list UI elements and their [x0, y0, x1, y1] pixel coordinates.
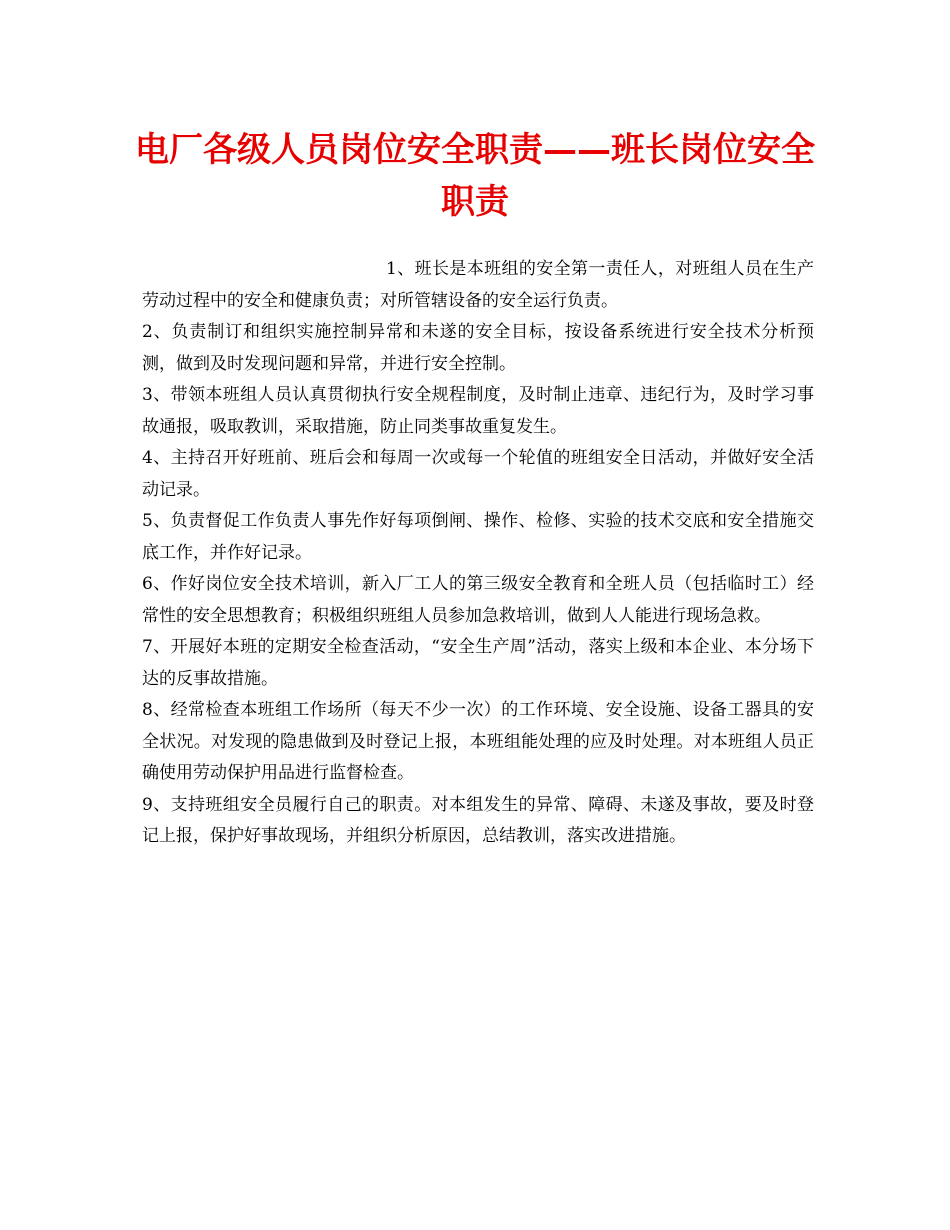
duty-item-5: 5、负责督促工作负责人事先作好每项倒闸、操作、检修、实验的技术交底和安全措施交底工作，并作好记录。	[142, 511, 814, 563]
duty-item-3: 3、带领本班组人员认真贯彻执行安全规程制度，及时制止违章、违纪行为，及时学习事故通报，吸取教训，采取措施，防止同类事故重复发生。	[142, 385, 814, 437]
document-body	[142, 254, 814, 853]
duty-item-4: 4、主持召开好班前、班后会和每周一次或每一个轮值的班组安全日活动，并做好安全活动记录。	[142, 448, 814, 500]
duty-item-7: 7、开展好本班的定期安全检查活动，“安全生产周”活动，落实上级和本企业、本分场下达的反事故措施。	[142, 637, 814, 689]
duty-item-8: 8、经常检查本班组工作场所（每天不少一次）的工作环境、安全设施、设备工器具的安全状况。对发现的隐患做到及时登记上报，本班组能处理的应及时处理。对本班组人员正确使用劳动保护用品进行监督检查。	[142, 700, 814, 783]
duty-item-9: 9、支持班组安全员履行自己的职责。对本组发生的异常、障碍、未遂及事故，要及时登记上报，保护好事故现场，并组织分析原因，总结教训，落实改进措施。	[142, 794, 814, 846]
duty-item-6: 6、作好岗位安全技术培训，新入厂工人的第三级安全教育和全班人员（包括临时工）经常性的安全思想教育；积极组织班组人员参加急救培训，做到人人能进行现场急救。	[142, 574, 814, 626]
duty-item-2: 2、负责制订和组织实施控制异常和未遂的安全目标，按设备系统进行安全技术分析预测，做到及时发现问题和异常，并进行安全控制。	[142, 322, 814, 374]
document-title: 电厂各级人员岗位安全职责——班长岗位安全职责	[135, 130, 815, 222]
duty-item-1: 1、班长是本班组的安全第一责任人，对班组人员在生产劳动过程中的安全和健康负责；对所管辖设备的安全运行负责。	[142, 259, 814, 311]
